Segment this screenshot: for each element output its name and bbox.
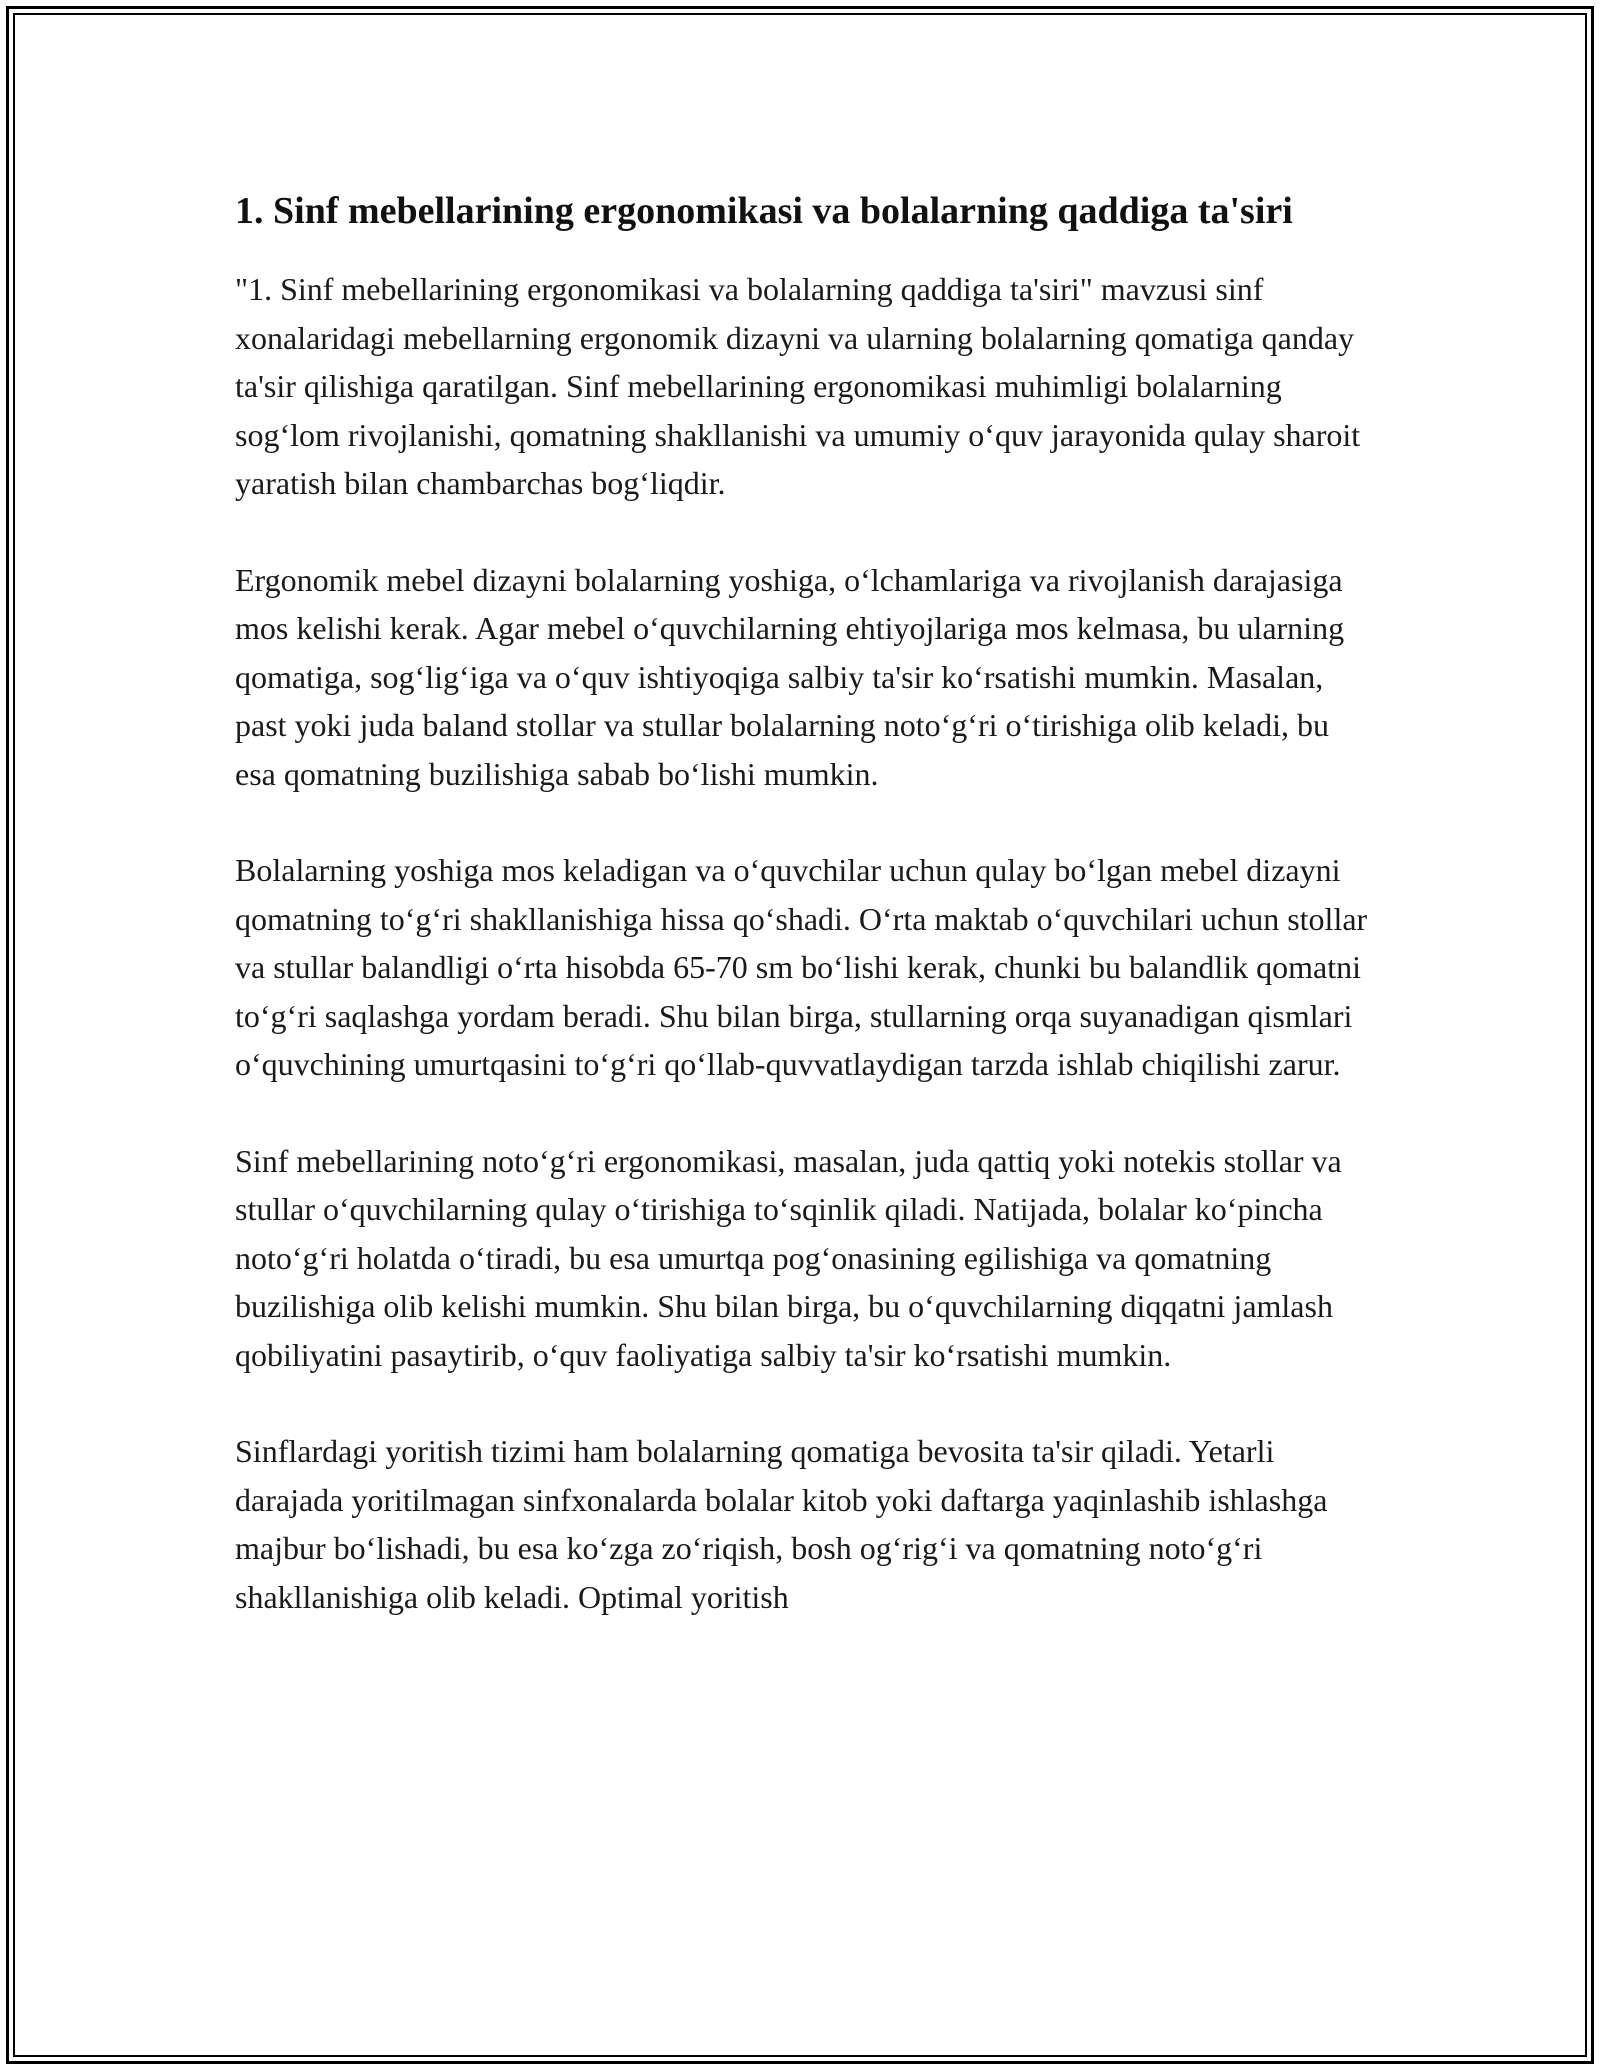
section-heading: 1. Sinf mebellarining ergonomikasi va bolalarning qaddiga ta'siri bbox=[235, 190, 1293, 232]
paragraph-2: Ergonomik mebel dizayni bolalarning yoshiga, o‘lchamlariga va rivojlanish darajasiga mos kelishi kerak. Agar mebel o‘quvchilarning ehtiyojlariga mos kelmasa, bu ularning qomatiga, sog‘lig‘iga va o‘quv ishtiyoqiga salbiy ta'sir ko‘rsatishi mumkin. Masalan, past yoki juda baland stollar va stullar bolalarning noto‘g‘ri o‘tirishiga olib keladi, bu esa qomatning buzilishiga sabab bo‘lishi mumkin. bbox=[235, 561, 1345, 792]
paragraph-5: Sinflardagi yoritish tizimi ham bolalarning qomatiga bevosita ta'sir qiladi. Yetarli darajada yoritilmagan sinfxonalarda bolalar kitob yoki daftarga yaqinlashib ishlashga majbur bo‘lishadi, bu esa ko‘zga zo‘riqish, bosh og‘rig‘i va qomatning noto‘g‘ri shakllanishiga olib keladi. Optimal yoritish bbox=[235, 1433, 1328, 1615]
paragraph-3: Bolalarning yoshiga mos keladigan va o‘quvchilar uchun qulay bo‘lgan mebel dizayni qomatning to‘g‘ri shakllanishiga hissa qo‘shadi. O‘rta maktab o‘quvchilari uchun stollar va stullar balandligi o‘rta hisobda 65-70 sm bo‘lishi kerak, chunki bu balandlik qomatni to‘g‘ri saqlashga yordam beradi. Shu bilan birga, stullarning orqa suyanadigan qismlari o‘quvchining umurtqasini to‘g‘ri qo‘llab-quvvatlaydigan tarzda ishlab chiqilishi zarur. bbox=[235, 852, 1368, 1082]
document-body bbox=[235, 183, 1370, 1669]
paragraph-4: Sinf mebellarining noto‘g‘ri ergonomikasi, masalan, juda qattiq yoki notekis stollar va stullar o‘quvchilarning qulay o‘tirishiga to‘sqinlik qiladi. Natijada, bolalar ko‘pincha noto‘g‘ri holatda o‘tiradi, bu esa umurtqa pog‘onasining egilishiga va qomatning buzilishiga olib kelishi mumkin. Shu bilan birga, bu o‘quvchilarning diqqatni jamlash qobiliyatini pasaytirib, o‘quv faoliyatiga salbiy ta'sir ko‘rsatishi mumkin. bbox=[235, 1142, 1342, 1373]
paragraph-1: "1. Sinf mebellarining ergonomikasi va bolalarning qaddiga ta'siri" mavzusi sinf xonalaridagi mebellarning ergonomik dizayni va ularning bolalarning qomatiga qanday ta'sir qilishiga qaratilgan. Sinf mebellarining ergonomikasi muhimligi bolalarning sog‘lom rivojlanishi, qomatning shakllanishi va umumiy o‘quv jarayonida qulay sharoit yaratish bilan chambarchas bog‘liqdir. bbox=[235, 271, 1361, 501]
